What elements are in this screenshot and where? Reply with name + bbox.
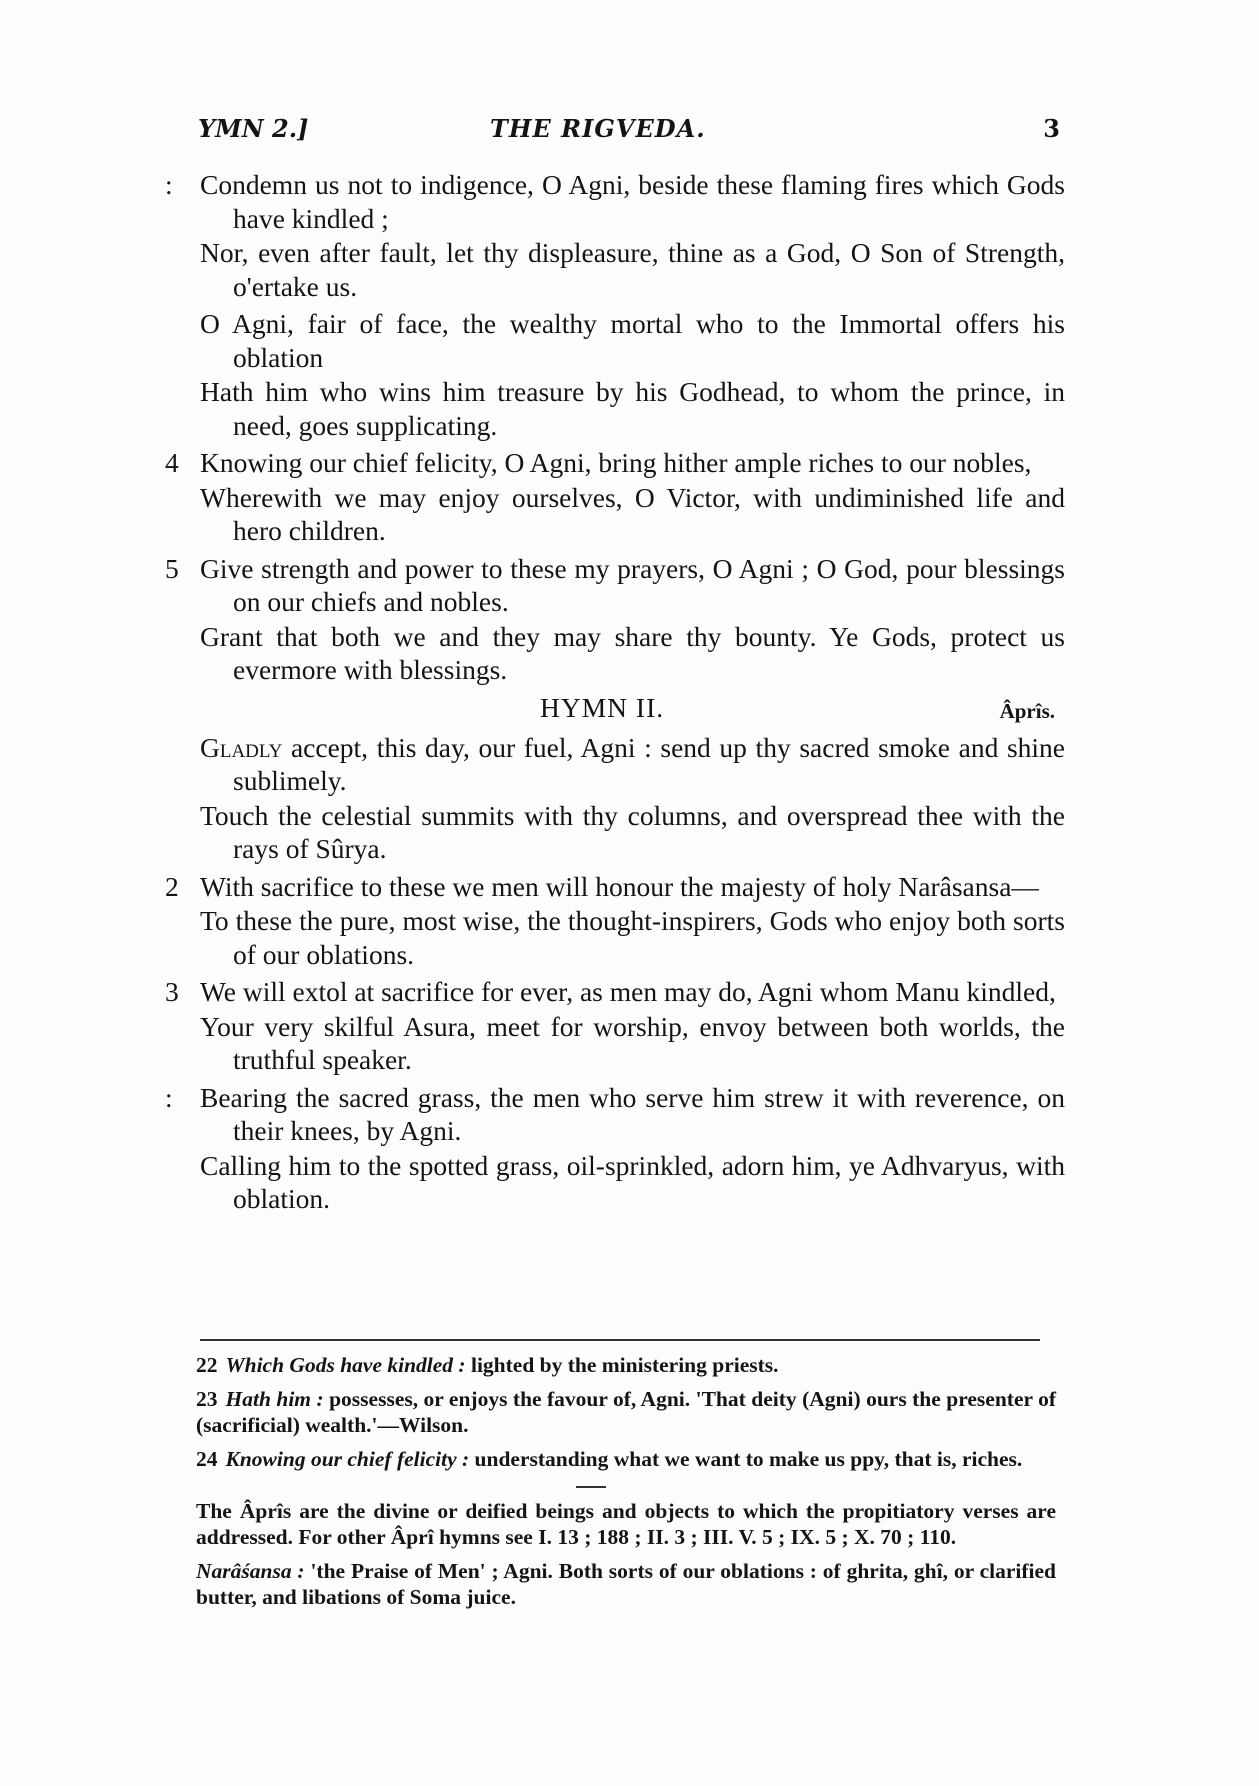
footnotes	[196, 1352, 1056, 1618]
verse-line	[200, 620, 1065, 687]
verse-text: Bearing the sacred grass, the men who serve him strew it with reverence, on their knees, by Agni.	[200, 1081, 1065, 1146]
verse-text: Condemn us not to indigence, O Agni, beside these flaming fires which Gods have kindled ;	[200, 169, 1065, 234]
footnote	[196, 1498, 1056, 1550]
verse-text: Hath him who wins him treasure by his Godhead, to whom the prince, in need, goes supplicating.	[200, 376, 1065, 441]
verse-line	[200, 307, 1065, 374]
first-word: Gladly	[200, 731, 283, 763]
verse-line: 4 Knowing our chief felicity, O Agni, bring hither ample riches to our nobles,	[165, 447, 1032, 478]
verse-line: 2 With sacrifice to these we men will honour the majesty of holy Narâsansa—	[165, 870, 1039, 902]
header-hymn-ref: YMN 2.]	[198, 114, 309, 143]
running-header	[198, 114, 1060, 150]
verse-line: 3 We will extol at sacrifice for ever, as men may do, Agni whom Manu kindled,	[165, 976, 1056, 1007]
stanza	[165, 870, 1065, 972]
stanza	[165, 552, 1065, 687]
header-book-title: THE RIGVEDA.	[490, 114, 706, 143]
footnote-text: understanding what we want to make us ppy, that is, riches.	[469, 1447, 1023, 1471]
verse-line: : Condemn us not to indigence, O Agni, beside these flaming fires which Gods have kindled ;	[165, 169, 1065, 234]
verse-text: Nor, even after fault, let thy displeasure, thine as a God, O Son of Strength, o'ertake us.	[200, 237, 1065, 302]
footnote	[196, 1386, 1056, 1438]
footnote-ref: 23	[196, 1387, 218, 1411]
footnote-text: The Âprîs are the divine or deified beings and objects to which the propitiatory verses are addressed. For other Âprî hymns see I. 13 ; 188 ; II. 3 ; III. V. 5 ; IX. 5 ; X. 70 ; 110.	[196, 1499, 1056, 1549]
hymn-heading	[200, 691, 1065, 725]
stanza	[165, 168, 1065, 303]
verse-text: We will extol at sacrifice for ever, as men may do, Agni whom Manu kindled,	[200, 976, 1056, 1007]
verse-line	[200, 236, 1065, 303]
footnote	[196, 1446, 1056, 1472]
footnote-ref: 22	[196, 1353, 218, 1377]
verse-text: Give strength and power to these my prayers, O Agni ; O God, pour blessings on our chiefs and nobles.	[200, 552, 1065, 617]
verse-text: Calling him to the spotted grass, oil-sprinkled, adorn him, ye Adhvaryus, with oblation.	[200, 1149, 1065, 1214]
verse-text: Knowing our chief felicity, O Agni, bring hither ample riches to our nobles,	[200, 447, 1032, 478]
hymn-text	[165, 168, 1065, 1220]
stanza	[165, 446, 1065, 548]
footnote-text: 'the Praise of Men' ; Agni. Both sorts of our oblations : of ghrita, ghî, or clarified butter, and libations of Soma juice.	[196, 1559, 1056, 1609]
verse-text: Touch the celestial summits with thy columns, and overspread thee with the rays of Sûrya.	[200, 799, 1065, 864]
footnote-text: lighted by the ministering priests.	[465, 1353, 779, 1377]
footnote-term: Hath him :	[225, 1387, 324, 1411]
footnote-separator	[576, 1486, 606, 1488]
verse-line: 5 Give strength and power to these my prayers, O Agni ; O God, pour blessings on our chiefs and nobles.	[165, 552, 1065, 617]
verse-line	[200, 904, 1065, 971]
stanza	[200, 731, 1065, 866]
footnote	[196, 1352, 1056, 1378]
verse-text: accept, this day, our fuel, Agni : send up thy sacred smoke and shine sublimely.	[233, 731, 1065, 796]
verse-line: : Bearing the sacred grass, the men who serve him strew it with reverence, on their knees, by Agni.	[165, 1081, 1065, 1146]
footnote-term: Knowing our chief felicity :	[225, 1447, 470, 1471]
verse-line	[200, 481, 1065, 548]
verse-text: With sacrifice to these we men will honour the majesty of holy Narâsansa—	[200, 870, 1039, 902]
footnote-text: possesses, or enjoys the favour of, Agni. 'That deity (Agni) ours the presenter of (sacrificial) wealth.'—Wilson.	[196, 1387, 1057, 1437]
verse-text: Grant that both we and they may share thy bounty. Ye Gods, protect us evermore with blessings.	[200, 620, 1065, 685]
footnote-term: Narâśansa :	[196, 1559, 305, 1583]
verse-line	[200, 1010, 1065, 1077]
footnote-ref: 24	[196, 1447, 218, 1471]
verse-line	[200, 731, 1065, 798]
verse-text: Wherewith we may enjoy ourselves, O Victor, with undiminished life and hero children.	[200, 481, 1065, 546]
hymn-title: HYMN II.	[540, 691, 665, 723]
verse-text: Your very skilful Asura, meet for worship, envoy between both worlds, the truthful speaker.	[200, 1010, 1065, 1075]
verse-text: O Agni, fair of face, the wealthy mortal who to the Immortal offers his oblation	[200, 308, 1065, 373]
stanza	[165, 1081, 1065, 1216]
stanza	[165, 975, 1065, 1077]
page-number: 3	[1043, 114, 1060, 143]
verse-text: To these the pure, most wise, the thought-inspirers, Gods who enjoy both sorts of our oblations.	[200, 905, 1065, 970]
verse-line	[200, 799, 1065, 866]
hymn-subtitle: Âprîs.	[999, 698, 1055, 723]
stanza	[200, 307, 1065, 442]
footnote	[196, 1558, 1056, 1610]
verse-line	[200, 1149, 1065, 1216]
verse-line	[200, 375, 1065, 442]
footnote-divider	[200, 1339, 1040, 1341]
footnote-term: Which Gods have kindled :	[225, 1353, 466, 1377]
